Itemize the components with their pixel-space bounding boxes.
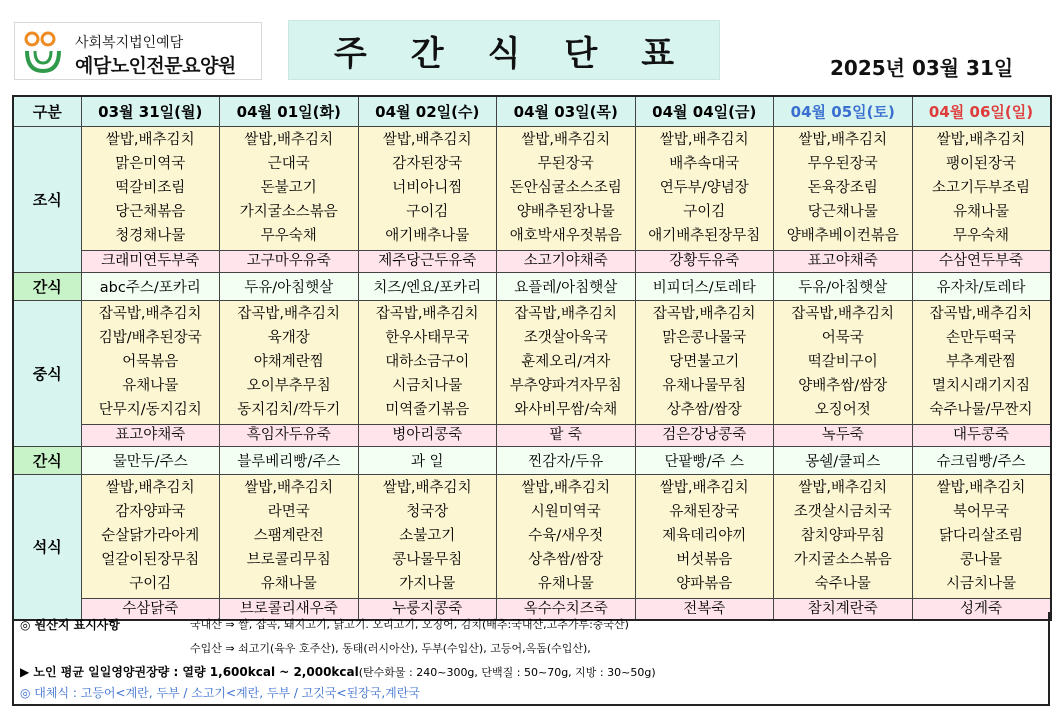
- menu-item: 애호박새우젓볶음: [509, 228, 622, 245]
- snack-cell: 치즈/엔요/포카리: [358, 272, 497, 300]
- menu-item: 돈육장조림: [807, 179, 878, 196]
- menu-item: 시원미역국: [530, 503, 601, 520]
- snack-cell: 두유/아침햇살: [220, 272, 359, 300]
- menu-item: 양배추쌈/쌈장: [798, 378, 888, 395]
- menu-item: 야채계란찜: [253, 353, 324, 370]
- porridge-cell: 옥수수치즈죽: [497, 598, 636, 620]
- menu-item: 가지나물: [399, 576, 456, 593]
- lunch-porridge-row: [13, 424, 1051, 446]
- menu-item: 쌀밥,배추김치: [244, 131, 334, 148]
- porridge-cell: 팥 죽: [497, 424, 636, 446]
- menu-item: 구이김: [406, 204, 449, 221]
- page-title: 주간식단표: [333, 33, 719, 74]
- porridge-cell: 표고야채죽: [774, 250, 913, 272]
- menu-item: 쌀밥,배추김치: [798, 131, 888, 148]
- menu-item: 맑은미역국: [115, 155, 186, 172]
- menu-item: 멸치시래기지짐: [931, 378, 1031, 395]
- menu-item: 조갯살시금치국: [793, 503, 892, 520]
- snack-cell: 물만두/주스: [81, 446, 220, 474]
- org-name-line1: 사회복지법인예담: [75, 35, 184, 51]
- menu-item: 떡갈비조림: [115, 179, 186, 196]
- menu-item: 라면국: [267, 503, 310, 520]
- menu-item: 수육/새우젓: [528, 527, 604, 544]
- menu-item: 쌀밥,배추김치: [659, 479, 749, 496]
- lunch-label: 중식: [13, 300, 81, 446]
- menu-item: 가지굴소스볶음: [239, 204, 338, 221]
- menu-item: 미역줄기볶음: [385, 402, 470, 419]
- menu-cell: [497, 126, 636, 250]
- menu-item: 시금치나물: [945, 576, 1017, 593]
- menu-item: 무우숙채: [260, 228, 317, 245]
- snack-cell: 블루베리빵/주스: [220, 446, 359, 474]
- day-header: 04월 02일(수): [358, 96, 497, 126]
- menu-item: 연두부/양념장: [659, 179, 749, 196]
- menu-item: 소고기두부조림: [931, 179, 1031, 196]
- menu-item: 동지김치/깍두기: [237, 402, 341, 419]
- day-header: 04월 03일(목): [497, 96, 636, 126]
- breakfast-porridge-row: [13, 250, 1051, 272]
- menu-item: 부추양파겨자무침: [509, 378, 622, 395]
- snack2-label: 간식: [13, 446, 81, 474]
- snack-cell: abc주스/포카리: [81, 272, 220, 300]
- menu-item: 어묵볶음: [122, 353, 179, 370]
- origin-imported: 수입산 ⇒ 쇠고기(육우 호주산), 동태(러시아산), 두부(수입산), 고등어,옥돔(수입산),: [190, 642, 591, 655]
- nutrition-detail: (탄수화물 : 240~300g, 단백질 : 50~70g, 지방 : 30~50g): [358, 666, 656, 679]
- porridge-cell: 표고야채죽: [81, 424, 220, 446]
- menu-item: 쌀밥,배추김치: [521, 479, 611, 496]
- menu-item: 감자양파국: [115, 503, 186, 520]
- menu-item: 순살닭가라아게: [101, 527, 200, 544]
- porridge-cell: 병아리콩죽: [358, 424, 497, 446]
- menu-item: 어묵국: [821, 329, 864, 346]
- menu-cell: [220, 474, 359, 598]
- origin-domestic: 국내산 ⇒ 쌀, 잡곡, 돼지고기, 닭고기. 오리고기, 오징어, 김치(배추:국내산,고추가루:중국산): [190, 618, 629, 631]
- snack-cell: 찐감자/두유: [497, 446, 636, 474]
- lunch-row: [13, 300, 1051, 424]
- menu-item: 감자된장국: [392, 155, 463, 172]
- menu-item: 애기배추된장무침: [648, 228, 761, 245]
- snack-cell: 슈크림빵/주스: [912, 446, 1051, 474]
- menu-item: 쌀밥,배추김치: [521, 131, 611, 148]
- menu-item: 구이김: [129, 576, 172, 593]
- org-logo: [14, 22, 262, 80]
- menu-cell: [497, 300, 636, 424]
- menu-item: 쌀밥,배추김치: [936, 479, 1026, 496]
- page-header: [0, 0, 1062, 90]
- menu-item: 쌀밥,배추김치: [936, 131, 1026, 148]
- menu-item: 당근채볶음: [115, 204, 186, 221]
- menu-item: 닭다리살조림: [938, 527, 1024, 544]
- porridge-cell: 전복죽: [635, 598, 774, 620]
- menu-item: 유채된장국: [669, 503, 740, 520]
- menu-item: 쌀밥,배추김치: [105, 131, 195, 148]
- menu-item: 참치양파무침: [800, 527, 885, 544]
- menu-item: 잡곡밥,배추김치: [652, 305, 756, 322]
- menu-item: 애기배추나물: [385, 228, 470, 245]
- menu-cell: [774, 474, 913, 598]
- menu-item: 시금치나물: [392, 378, 463, 395]
- menu-item: 와사비무쌈/숙채: [514, 402, 618, 419]
- menu-item: 김밥/배추된장국: [98, 329, 202, 346]
- day-header: 04월 04일(금): [635, 96, 774, 126]
- dinner-label: 석식: [13, 474, 81, 620]
- snack-cell: 두유/아침햇살: [774, 272, 913, 300]
- menu-item: 유채나물무침: [662, 378, 747, 395]
- menu-item: 대하소금구이: [385, 353, 470, 370]
- menu-item: 스팸계란전: [253, 527, 324, 544]
- menu-item: 당면불고기: [669, 353, 740, 370]
- porridge-cell: 제주당근두유죽: [358, 250, 497, 272]
- menu-item: 단무지/동지김치: [98, 402, 202, 419]
- breakfast-label: 조식: [13, 126, 81, 272]
- porridge-cell: 대두콩죽: [912, 424, 1051, 446]
- breakfast-row: [13, 126, 1051, 250]
- menu-item: 제육데리야끼: [662, 527, 747, 544]
- menu-cell: [635, 300, 774, 424]
- menu-item: 북어무국: [952, 503, 1010, 520]
- weekly-menu-table: [12, 95, 1052, 621]
- menu-item: 한우사태무국: [385, 329, 470, 346]
- nutrition-label: ▶ 노인 평균 일일영양권장량 : 열량 1,600kcal ~ 2,000kcal: [20, 665, 359, 679]
- porridge-cell: 소고기야채죽: [497, 250, 636, 272]
- menu-item: 브로콜리무침: [246, 552, 331, 569]
- menu-item: 너비아니찜: [392, 179, 463, 196]
- menu-item: 콩나물무침: [392, 552, 463, 569]
- porridge-cell: 누룽지콩죽: [358, 598, 497, 620]
- menu-cell: [81, 126, 220, 250]
- menu-item: 무된장국: [537, 155, 594, 172]
- menu-item: 유채나물: [537, 576, 594, 593]
- menu-cell: [497, 474, 636, 598]
- porridge-cell: 수삼닭죽: [81, 598, 220, 620]
- snack-cell: 과 일: [358, 446, 497, 474]
- snack-cell: 요플레/아침햇살: [497, 272, 636, 300]
- footer-notes: [12, 612, 1050, 706]
- snack-cell: 비피더스/토레타: [635, 272, 774, 300]
- menu-item: 잡곡밥,배추김치: [791, 305, 895, 322]
- substitute-note: ◎ 대체식 : 고등어<계란, 두부 / 소고기<계란, 두부 / 고깃국<된장국,계란국: [20, 686, 420, 700]
- menu-item: 유채나물: [122, 378, 179, 395]
- menu-cell: [774, 126, 913, 250]
- menu-table-body: [13, 96, 1051, 620]
- menu-item: 손만두떡국: [945, 329, 1017, 346]
- porridge-cell: 브로콜리새우죽: [220, 598, 359, 620]
- menu-cell: [220, 300, 359, 424]
- menu-cell: [220, 126, 359, 250]
- menu-item: 무우된장국: [807, 155, 878, 172]
- menu-item: 청국장: [406, 503, 449, 520]
- porridge-cell: 수삼연두부죽: [912, 250, 1051, 272]
- menu-item: 오징어젓: [814, 402, 871, 419]
- menu-cell: [912, 126, 1051, 250]
- snack-cell: 유자차/토레타: [912, 272, 1051, 300]
- org-name-line2: 예담노인전문요양원: [75, 55, 236, 77]
- porridge-cell: 참치계란죽: [774, 598, 913, 620]
- menu-item: 쌀밥,배추김치: [798, 479, 888, 496]
- menu-item: 잡곡밥,배추김치: [929, 305, 1033, 322]
- menu-item: 부추계란찜: [945, 353, 1017, 370]
- title-banner: [288, 20, 720, 80]
- nutrition-note: [20, 663, 656, 680]
- menu-item: 쌀밥,배추김치: [244, 479, 334, 496]
- menu-item: 얼갈이된장무침: [101, 552, 200, 569]
- porridge-cell: 녹두죽: [774, 424, 913, 446]
- day-header: 03월 31일(월): [81, 96, 220, 126]
- dinner-row: [13, 474, 1051, 598]
- menu-item: 조갯살아욱국: [523, 329, 608, 346]
- menu-cell: [912, 474, 1051, 598]
- menu-item: 구이김: [683, 204, 726, 221]
- menu-item: 팽이된장국: [945, 155, 1017, 172]
- menu-item: 유채나물: [952, 204, 1010, 221]
- menu-item: 숙주나물/무짠지: [929, 402, 1033, 419]
- menu-item: 청경채나물: [115, 228, 186, 245]
- menu-item: 양배추된장나물: [516, 204, 615, 221]
- menu-item: 양파볶음: [676, 576, 733, 593]
- menu-date: 2025년 03월 31일: [830, 56, 1014, 80]
- menu-item: 양배추베이컨볶음: [786, 228, 899, 245]
- menu-item: 콩나물: [959, 552, 1003, 569]
- snack1-label: 간식: [13, 272, 81, 300]
- menu-item: 잡곡밥,배추김치: [98, 305, 202, 322]
- menu-item: 쌀밥,배추김치: [382, 131, 472, 148]
- porridge-cell: 크래미연두부죽: [81, 250, 220, 272]
- menu-cell: [635, 126, 774, 250]
- snack-cell: 몽쉘/쿨피스: [774, 446, 913, 474]
- menu-item: 오이부추무침: [246, 378, 331, 395]
- menu-cell: [912, 300, 1051, 424]
- day-header: 04월 01일(화): [220, 96, 359, 126]
- menu-item: 잡곡밥,배추김치: [375, 305, 479, 322]
- corner-header: 구분: [13, 96, 81, 126]
- menu-cell: [635, 474, 774, 598]
- snack2-row: [13, 446, 1051, 474]
- menu-item: 근대국: [267, 155, 310, 172]
- menu-item: 잡곡밥,배추김치: [237, 305, 341, 322]
- porridge-cell: 강황두유죽: [635, 250, 774, 272]
- porridge-cell: 흑임자두유죽: [220, 424, 359, 446]
- menu-item: 버섯볶음: [676, 552, 733, 569]
- menu-item: 숙주나물: [814, 576, 871, 593]
- menu-item: 당근채나물: [807, 204, 878, 221]
- day-header-saturday: 04월 05일(토): [774, 96, 913, 126]
- table-header-row: [13, 96, 1051, 126]
- menu-item: 상추쌈/쌈장: [528, 552, 604, 569]
- menu-cell: [358, 300, 497, 424]
- menu-item: 소불고기: [399, 527, 456, 544]
- logo-icon: [21, 29, 67, 75]
- menu-item: 쌀밥,배추김치: [382, 479, 472, 496]
- porridge-cell: 검은강낭콩죽: [635, 424, 774, 446]
- menu-item: 상추쌈/쌈장: [666, 402, 742, 419]
- day-header-sunday: 04월 06일(일): [912, 96, 1051, 126]
- menu-item: 돈불고기: [260, 179, 317, 196]
- menu-item: 무우숙채: [952, 228, 1010, 245]
- menu-item: 훈제오리/겨자: [521, 353, 611, 370]
- menu-item: 쌀밥,배추김치: [105, 479, 195, 496]
- menu-item: 맑은콩나물국: [662, 329, 747, 346]
- menu-item: 육개장: [267, 329, 310, 346]
- snack-cell: 단팥빵/주 스: [635, 446, 774, 474]
- menu-item: 배추속대국: [669, 155, 740, 172]
- menu-item: 쌀밥,배추김치: [659, 131, 749, 148]
- snack1-row: [13, 272, 1051, 300]
- menu-item: 가지굴소스볶음: [793, 552, 892, 569]
- menu-cell: [358, 126, 497, 250]
- porridge-cell: 고구마우유죽: [220, 250, 359, 272]
- menu-item: 잡곡밥,배추김치: [514, 305, 618, 322]
- porridge-cell: 성게죽: [912, 598, 1051, 620]
- menu-cell: [81, 300, 220, 424]
- menu-cell: [358, 474, 497, 598]
- menu-cell: [81, 474, 220, 598]
- menu-item: 유채나물: [260, 576, 317, 593]
- origin-label: ◎ 원산지 표시사항: [20, 618, 120, 632]
- menu-item: 떡갈비구이: [807, 353, 878, 370]
- menu-item: 돈안심굴소스조림: [509, 179, 622, 196]
- menu-cell: [774, 300, 913, 424]
